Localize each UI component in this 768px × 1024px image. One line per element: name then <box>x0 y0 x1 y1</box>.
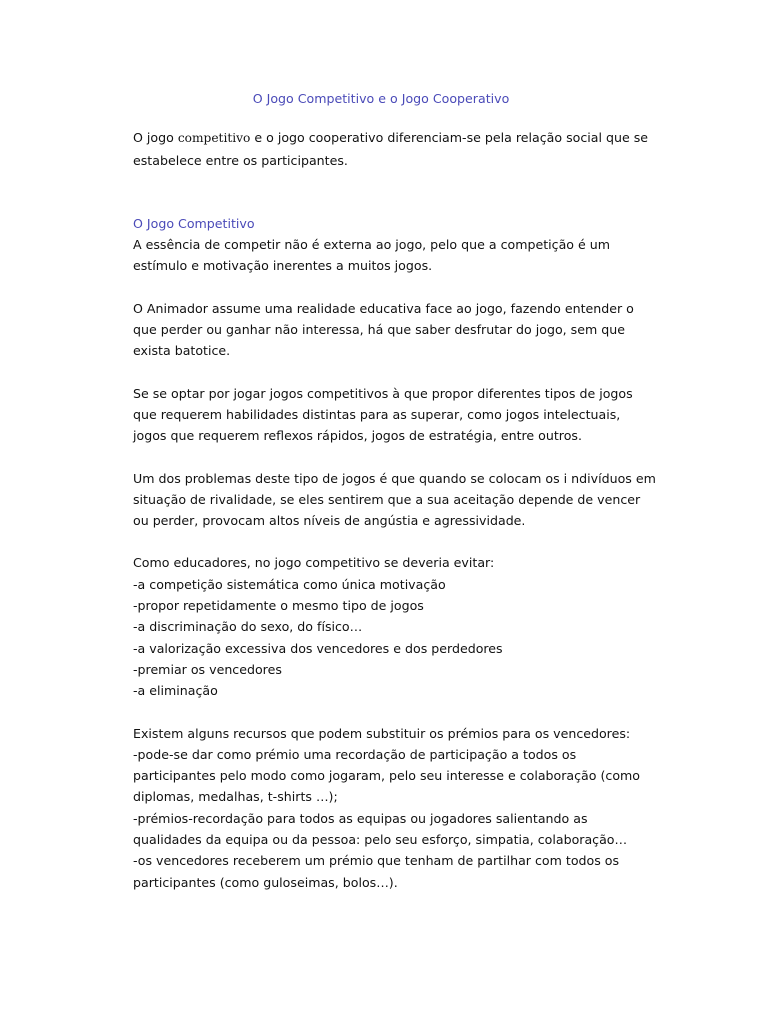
paragraph-line: jogos que requerem reflexos rápidos, jogos de estratégia, entre outros. <box>133 428 582 444</box>
paragraph-line: -pode-se dar como prémio uma recordação de participação a todos os <box>133 746 577 762</box>
paragraph-line: que perder ou ganhar não interessa, há que saber desfrutar do jogo, sem que <box>133 322 625 338</box>
paragraph-line: participantes pelo modo como jogaram, pelo seu interesse e colaboração (como <box>133 768 640 784</box>
paragraph <box>133 723 653 893</box>
intro-paragraph <box>133 127 653 171</box>
paragraph-line: O Animador assume uma realidade educativa face ao jogo, fazendo entender o <box>133 300 634 316</box>
paragraph-line: Existem alguns recursos que podem substituir os prémios para os vencedores: <box>133 725 631 741</box>
paragraph-line: qualidades da equipa ou da pessoa: pelo seu esforço, simpatia, colaboração… <box>133 832 628 848</box>
paragraph <box>133 298 653 362</box>
intro-serif-word: competitivo <box>177 131 251 146</box>
document-title: O Jogo Competitivo e o Jogo Cooperativo <box>252 91 510 106</box>
intro-line-1 <box>133 127 653 149</box>
paragraph-line: estímulo e motivação inerentes a muitos jogos. <box>133 258 433 274</box>
intro-after: e o jogo cooperativo diferenciam-se pela relação social que se <box>250 130 649 146</box>
paragraph-line: -a valorização excessiva dos vencedores e dos perdedores <box>133 640 503 656</box>
section-heading: O Jogo Competitivo <box>133 215 255 231</box>
paragraph-line: -prémios-recordação para todos as equipas ou jogadores salientando as <box>133 810 588 826</box>
paragraph-line: ou perder, provocam altos níveis de angústia e agressividade. <box>133 513 526 529</box>
paragraph <box>133 468 656 532</box>
paragraph-line: Se se optar por jogar jogos competitivos à que propor diferentes tipos de jogos <box>133 385 633 401</box>
paragraph-line: Um dos problemas deste tipo de jogos é que quando se colocam os i ndivíduos em <box>133 470 656 486</box>
paragraph-line: -propor repetidamente o mesmo tipo de jogos <box>133 598 424 614</box>
paragraph-line: -a competição sistemática como única motivação <box>133 576 446 592</box>
paragraph-line: situação de rivalidade, se eles sentirem que a sua aceitação depende de vencer <box>133 491 641 507</box>
paragraph-line: A essência de competir não é externa ao jogo, pelo que a competição é um <box>133 237 611 253</box>
paragraph-line: -a eliminação <box>133 683 218 699</box>
paragraph <box>133 383 653 447</box>
paragraph-line: Como educadores, no jogo competitivo se deveria evitar: <box>133 555 495 571</box>
paragraph-line: participantes (como guloseimas, bolos…). <box>133 874 398 890</box>
paragraph-line: -premiar os vencedores <box>133 661 282 677</box>
paragraph-line: exista batotice. <box>133 343 231 359</box>
intro-before: O jogo <box>133 130 178 146</box>
paragraph <box>133 552 653 701</box>
paragraph-line: -os vencedores receberem um prémio que tenham de partilhar com todos os <box>133 853 620 869</box>
document-page <box>133 88 656 893</box>
paragraph-line: -a discriminação do sexo, do físico… <box>133 619 363 635</box>
paragraph <box>133 234 653 277</box>
paragraph-line: diplomas, medalhas, t-shirts …); <box>133 789 338 805</box>
intro-line-2: estabelece entre os participantes. <box>133 152 348 168</box>
paragraph-line: que requerem habilidades distintas para as superar, como jogos intelectuais, <box>133 406 621 422</box>
body-paragraphs <box>133 234 656 893</box>
